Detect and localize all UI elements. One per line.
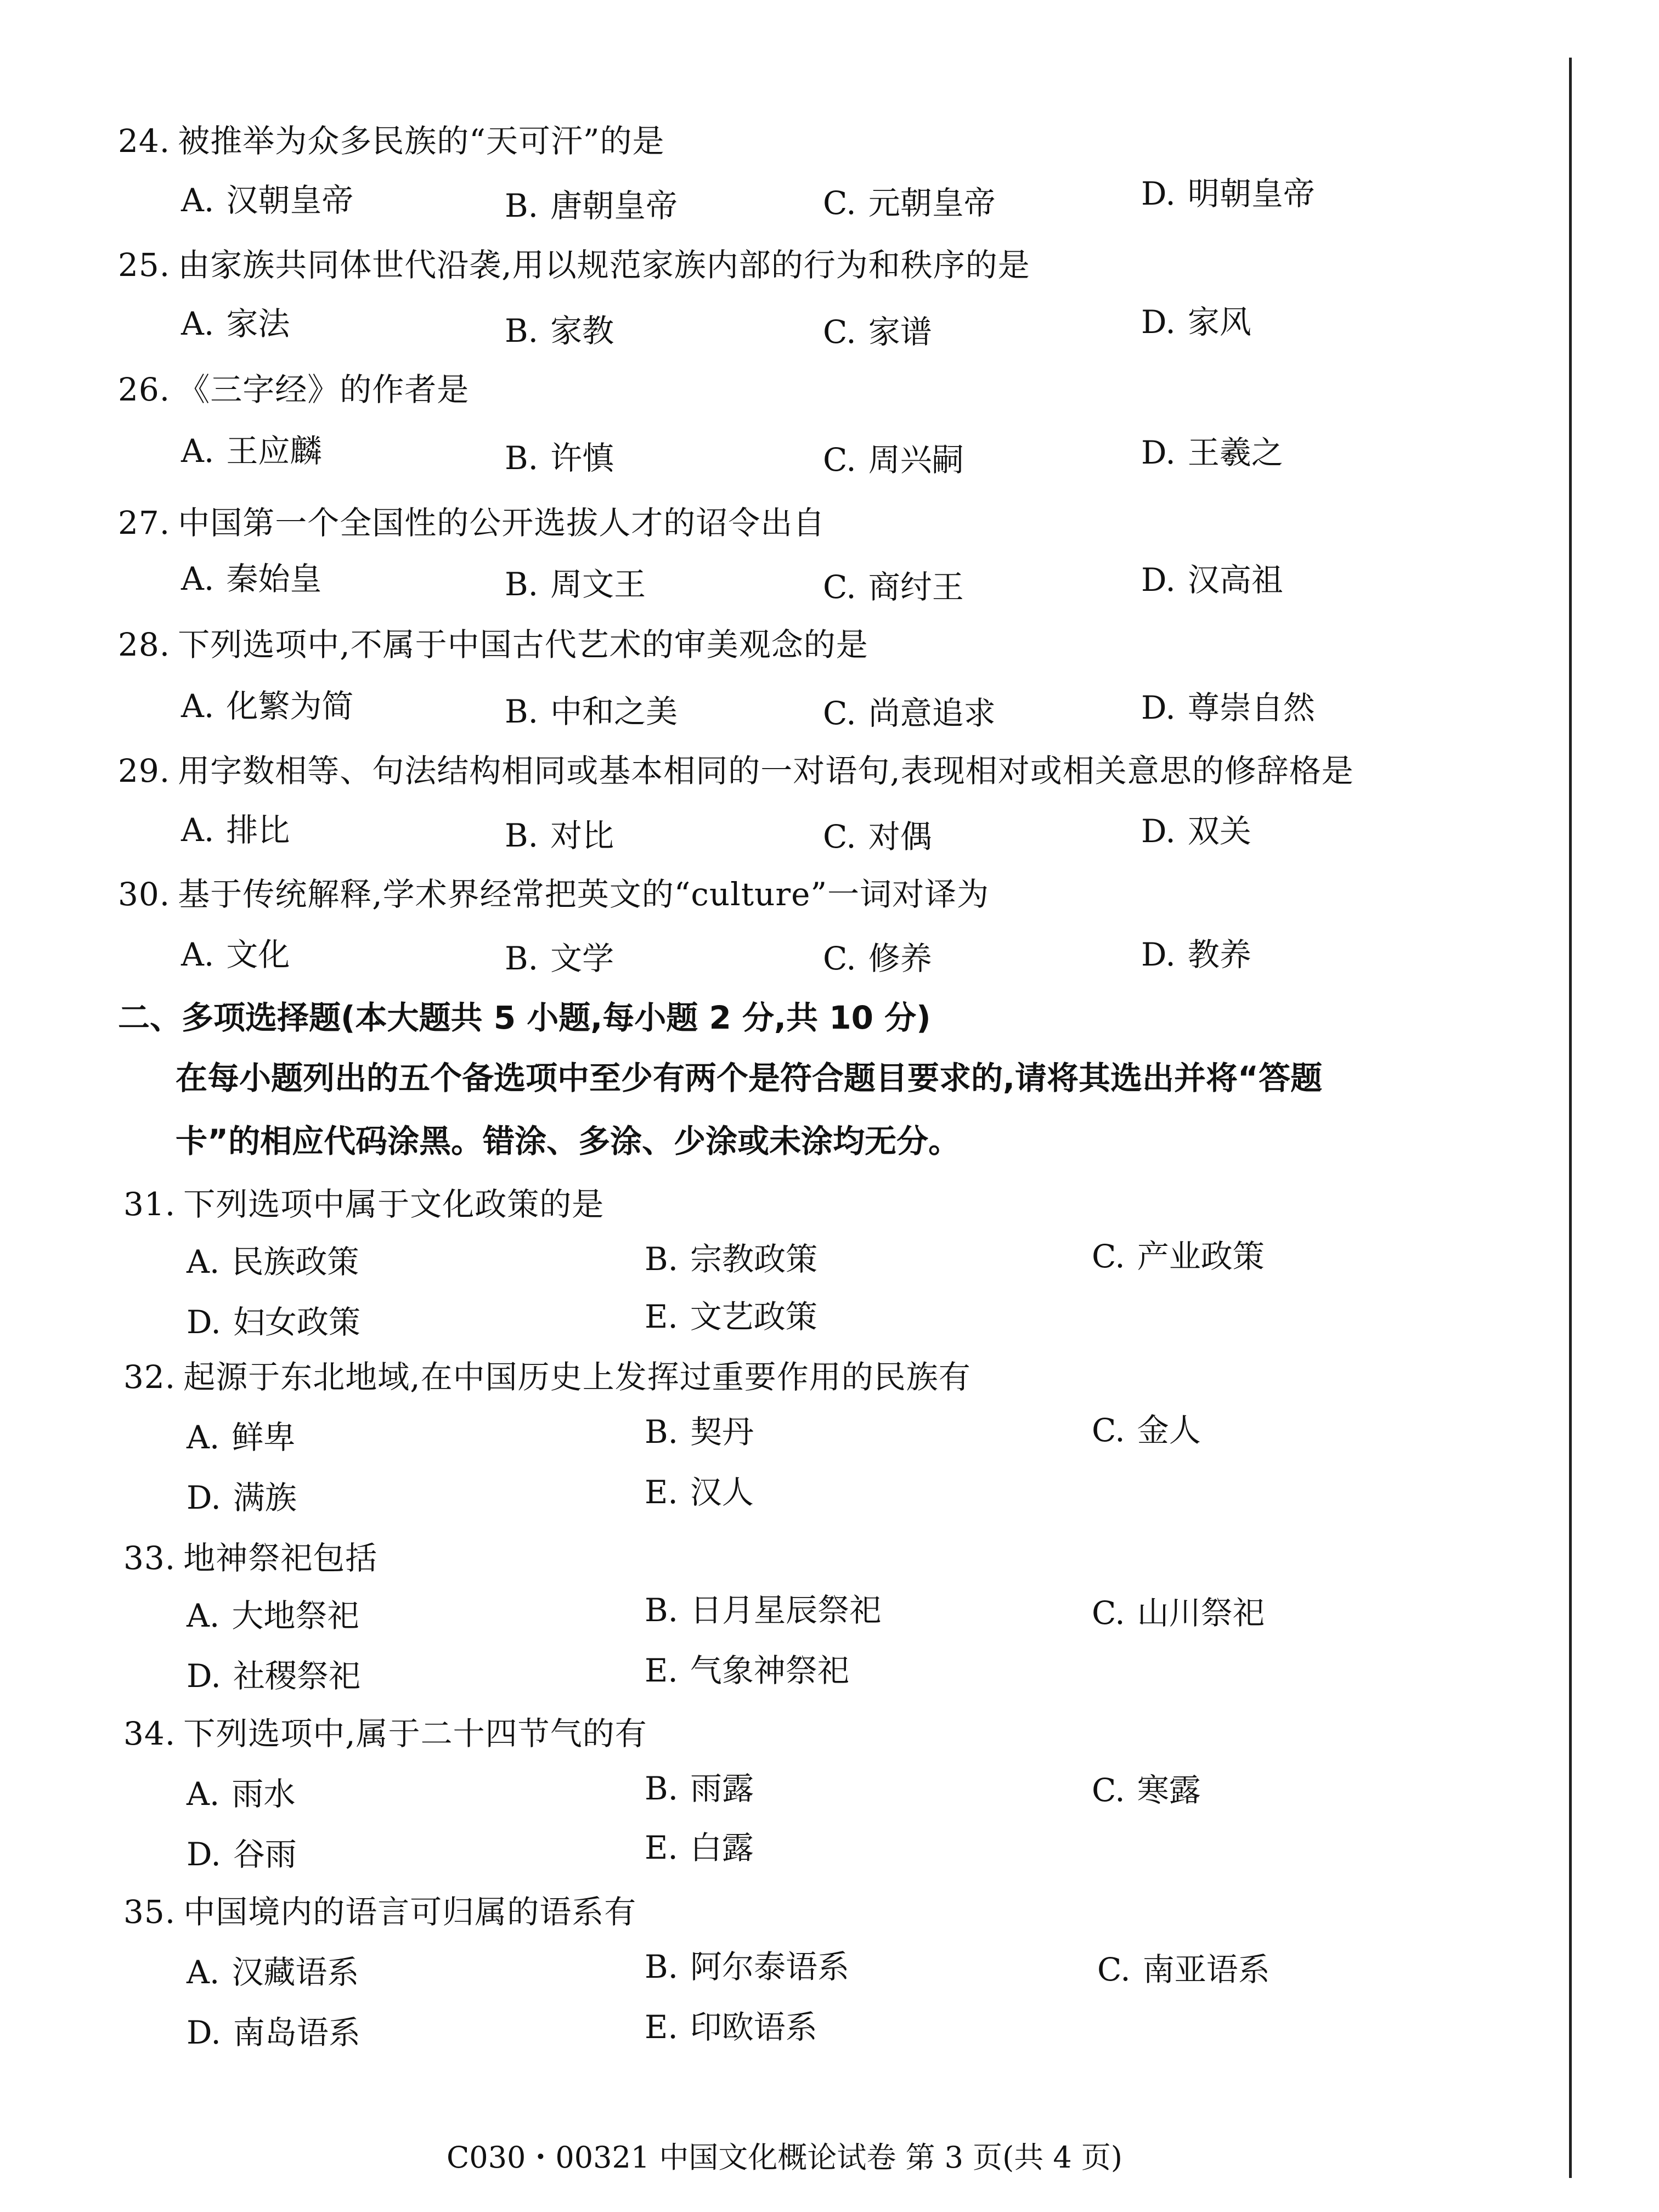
option-27-b: B. 周文王 — [505, 566, 646, 603]
option-26-b: B. 许慎 — [505, 439, 614, 477]
question-number: 33. — [123, 1539, 176, 1577]
option-26-d: D. 王羲之 — [1141, 434, 1283, 471]
question-number: 26. — [118, 371, 171, 408]
question-number: 32. — [123, 1358, 176, 1396]
option-28-b: B. 中和之美 — [505, 693, 678, 730]
question-stem: 地神祭祀包括 — [183, 1539, 378, 1577]
option-30-d: D. 教养 — [1141, 936, 1251, 973]
option-28-c: C. 尚意追求 — [823, 695, 996, 732]
option-26-c: C. 周兴嗣 — [823, 441, 964, 478]
question-35 — [123, 1893, 636, 1931]
option-27-a: A. 秦始皇 — [181, 560, 322, 597]
question-stem: 中国第一个全国性的公开选拔人才的诏令出自 — [178, 504, 826, 541]
question-32 — [123, 1358, 971, 1396]
question-28 — [118, 625, 868, 664]
page-footer: C030・00321 中国文化概论试卷 第 3 页(共 4 页) — [446, 2140, 1122, 2175]
option-33-a: A. 大地祭祀 — [187, 1597, 359, 1634]
question-number: 35. — [123, 1893, 176, 1931]
option-32-d: D. 满族 — [187, 1479, 297, 1516]
option-32-b: B. 契丹 — [645, 1413, 754, 1451]
question-stem: 下列选项中,不属于中国古代艺术的审美观念的是 — [178, 626, 868, 663]
section-instruction-line-1: 在每小题列出的五个备选项中至少有两个是符合题目要求的,请将其选出并将“答题 — [176, 1059, 1323, 1097]
question-31 — [123, 1185, 604, 1223]
question-stem: 由家族共同体世代沿袭,用以规范家族内部的行为和秩序的是 — [178, 246, 1030, 284]
option-29-c: C. 对偶 — [823, 818, 932, 855]
option-34-b: B. 雨露 — [645, 1770, 754, 1807]
question-stem: 起源于东北地域,在中国历史上发挥过重要作用的民族有 — [183, 1358, 971, 1396]
section-instruction-line-2: 卡”的相应代码涂黑。错涂、多涂、少涂或未涂均无分。 — [176, 1122, 961, 1160]
option-31-e: E. 文艺政策 — [645, 1298, 817, 1335]
question-stem: 被推举为众多民族的“天可汗”的是 — [178, 122, 665, 160]
option-26-a: A. 王应麟 — [181, 432, 322, 470]
option-34-c: C. 寒露 — [1092, 1771, 1201, 1809]
option-24-c: C. 元朝皇帝 — [823, 184, 996, 222]
option-34-a: A. 雨水 — [187, 1775, 296, 1813]
option-24-b: B. 唐朝皇帝 — [505, 187, 678, 224]
option-24-d: D. 明朝皇帝 — [1141, 175, 1315, 212]
page-margin-rule — [1569, 58, 1572, 2178]
question-number: 28. — [118, 626, 171, 663]
question-stem: 下列选项中,属于二十四节气的有 — [183, 1715, 647, 1752]
question-33 — [123, 1539, 377, 1577]
option-27-c: C. 商纣王 — [823, 568, 964, 606]
question-number: 27. — [118, 504, 171, 541]
option-34-d: D. 谷雨 — [187, 1836, 297, 1873]
question-number: 29. — [118, 752, 171, 789]
option-33-e: E. 气象神祭祀 — [645, 1652, 849, 1689]
option-29-a: A. 排比 — [181, 811, 290, 849]
option-32-e: E. 汉人 — [645, 1474, 754, 1511]
question-stem: 基于传统解释,学术界经常把英文的“culture”一词对译为 — [178, 876, 990, 913]
option-25-c: C. 家谱 — [823, 313, 932, 351]
option-28-d: D. 尊崇自然 — [1141, 689, 1315, 726]
option-25-b: B. 家教 — [505, 312, 614, 349]
option-35-c: C. 南亚语系 — [1097, 1951, 1270, 1988]
option-31-b: B. 宗教政策 — [645, 1240, 818, 1278]
option-29-d: D. 双关 — [1141, 812, 1251, 850]
option-33-b: B. 日月星辰祭祀 — [645, 1592, 882, 1629]
question-stem: 《三字经》的作者是 — [178, 371, 470, 408]
question-number: 31. — [123, 1186, 176, 1223]
option-31-d: D. 妇女政策 — [187, 1304, 360, 1341]
section-title-multiple-choice: 二、多项选择题(本大题共 5 小题,每小题 2 分,共 10 分) — [118, 999, 931, 1036]
option-35-a: A. 汉藏语系 — [187, 1954, 359, 1991]
option-33-d: D. 社稷祭祀 — [187, 1657, 360, 1695]
question-number: 25. — [118, 246, 171, 284]
option-35-d: D. 南岛语系 — [187, 2014, 360, 2051]
question-25 — [118, 246, 1030, 284]
question-24 — [118, 122, 665, 160]
option-28-a: A. 化繁为简 — [181, 687, 354, 725]
question-stem: 下列选项中属于文化政策的是 — [183, 1186, 605, 1223]
option-35-b: B. 阿尔泰语系 — [645, 1948, 850, 1985]
question-stem: 用字数相等、句法结构相同或基本相同的一对语句,表现相对或相关意思的修辞格是 — [178, 752, 1354, 789]
question-26 — [118, 370, 469, 409]
question-number: 24. — [118, 122, 171, 160]
option-32-a: A. 鲜卑 — [187, 1419, 296, 1456]
question-stem: 中国境内的语言可归属的语系有 — [183, 1893, 637, 1931]
question-number: 34. — [123, 1715, 176, 1752]
question-30 — [118, 875, 989, 913]
option-25-d: D. 家风 — [1141, 303, 1251, 341]
question-29 — [118, 752, 1354, 790]
option-30-c: C. 修养 — [823, 940, 932, 977]
option-31-c: C. 产业政策 — [1092, 1238, 1265, 1275]
option-30-b: B. 文学 — [505, 940, 614, 977]
option-33-c: C. 山川祭祀 — [1092, 1594, 1265, 1632]
option-24-a: A. 汉朝皇帝 — [181, 182, 354, 219]
option-27-d: D. 汉高祖 — [1141, 561, 1283, 599]
option-30-a: A. 文化 — [181, 936, 290, 973]
option-31-a: A. 民族政策 — [187, 1243, 359, 1280]
option-29-b: B. 对比 — [505, 817, 614, 854]
question-27 — [118, 504, 825, 542]
question-34 — [123, 1714, 647, 1753]
option-32-c: C. 金人 — [1092, 1412, 1201, 1449]
option-34-e: E. 白露 — [645, 1829, 754, 1866]
option-35-e: E. 印欧语系 — [645, 2008, 817, 2046]
option-25-a: A. 家法 — [181, 305, 290, 342]
question-number: 30. — [118, 876, 171, 913]
